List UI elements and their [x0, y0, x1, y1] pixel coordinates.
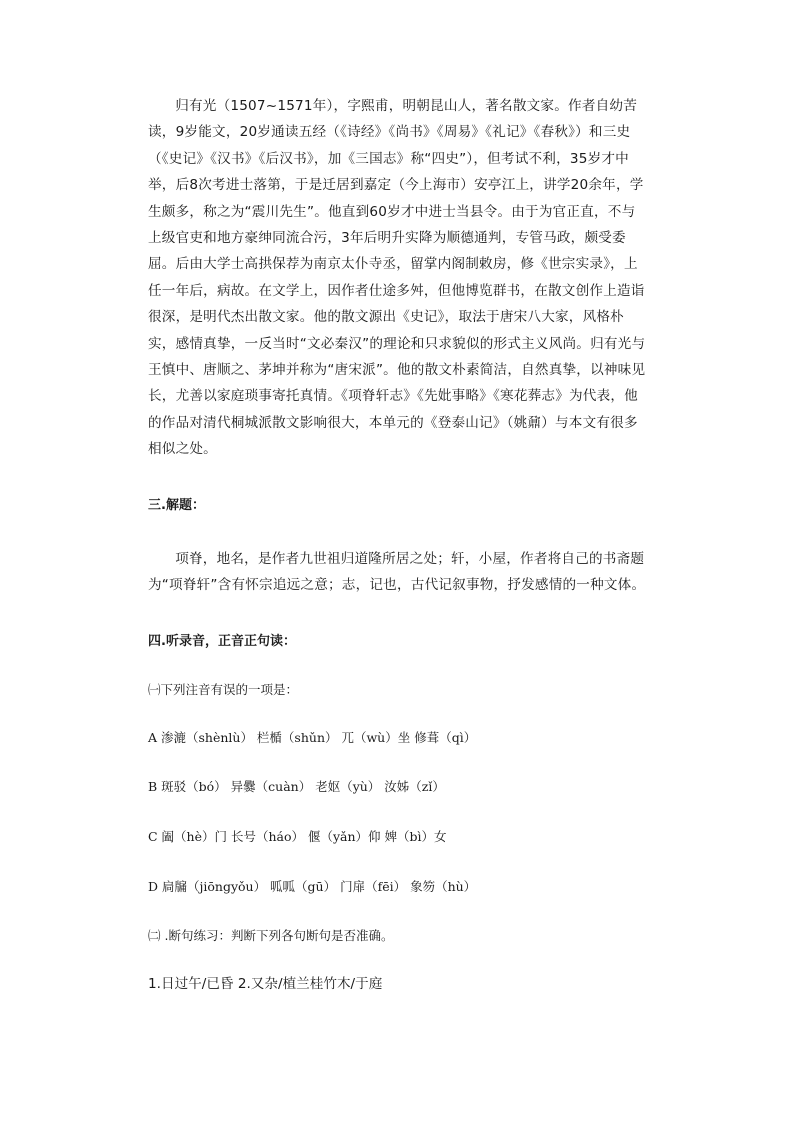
section-heading-pronunciation: 四.听录音，正音正句读： — [148, 634, 296, 649]
question-1-prompt: ㈠下列注音有误的一项是： — [148, 682, 299, 697]
section-heading-jieti: 三.解题： — [148, 498, 205, 513]
question-1-option-c: C 阖（hè）门 长号（háo） 偃（yǎn）仰 婢（bì）女 — [148, 829, 447, 844]
question-1-option-a: A 渗漉（shènlù） 栏楯（shǔn） 兀（wù）坐 修葺（qì） — [148, 730, 477, 745]
question-1-option-d: D 扃牖（jiōngyǒu） 呱呱（gū） 门扉（fēi） 象笏（hù） — [148, 879, 477, 894]
question-1-option-b: B 斑驳（bó） 异爨（cuàn） 老妪（yù） 汝姊（zǐ） — [148, 779, 445, 794]
question-2-sentences: 1.日过午/已昏 2.又杂/植兰桂竹木/于庭 — [148, 976, 383, 992]
author-biography-paragraph: 归有光（1507~1571年），字熙甫，明朝昆山人，著名散文家。作者自幼苦读，9岁能文，20岁通读五经（《诗经》《尚书》《周易》《礼记》《春秋》）和三史（《史记》《汉书》《后汉书》，加《三国志》称“四史”），但考试不利，35岁才中举，后8次考进士落第，于是迁居到嘉定（今上海市）安亭江上，讲学20余年，学生颇多，称之为“震川先生”。他直到60岁才中进士当县令。由于为官正直，不与上级官吏和地方豪绅同流合污，3年后明升实降为顺德通判，专管马政，颇受委屈。后由大学士高拱保荐为南京太仆寺丞，留掌内阁制敕房，修《世宗实录》，上任一年后，病故。在文学上，因作者仕途多舛，但他博览群书，在散文创作上造诣很深，是明代杰出散文家。他的散文源出《史记》，取法于唐宋八大家，风格朴实，感情真挚，一反当时“文必秦汉”的理论和只求貌似的形式主义风尚。归有光与王慎中、唐顺之、茅坤并称为“唐宋派”。他的散文朴素简洁，自然真挚，以神味见长，尤善以家庭琐事寄托真情。《项脊轩志》《先妣事略》《寒花葬志》为代表，他的作品对清代桐城派散文影响很大，本单元的《登泰山记》（姚鼐）与本文有很多相似之处。 — [148, 98, 646, 458]
question-2-prompt: ㈡ .断句练习：判断下列各句断句是否准确。 — [148, 928, 394, 943]
title-explanation-paragraph: 项脊，地名，是作者九世祖归道隆所居之处；轩，小屋，作者将自己的书斋题为“项脊轩”含有怀宗追远之意；志，记也，古代记叙事物，抒发感情的一种文体。 — [148, 551, 646, 594]
